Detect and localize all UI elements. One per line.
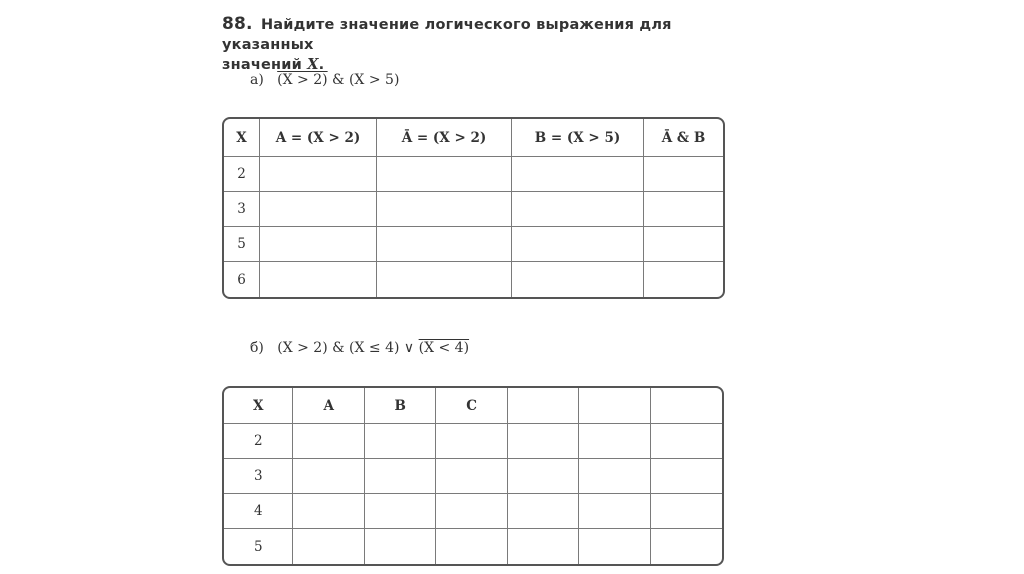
answer-cell[interactable] [508, 459, 579, 494]
table-row [224, 192, 723, 227]
table-a-header-b: B = (X > 5) [512, 119, 644, 157]
table-row [224, 424, 722, 459]
answer-cell[interactable] [293, 459, 364, 494]
answer-cell[interactable] [436, 529, 507, 564]
table-b-header-c: C [436, 388, 507, 424]
part-a-label: а) [250, 72, 264, 88]
answer-cell[interactable] [365, 494, 436, 529]
table-a-header-x: X [224, 119, 260, 157]
answer-cell[interactable] [644, 262, 723, 297]
table-a-header-result: Ā & B [644, 119, 723, 157]
table-a-x-cell: 3 [224, 192, 260, 227]
answer-cell[interactable] [579, 424, 650, 459]
part-b-expression [250, 340, 469, 356]
answer-cell[interactable] [579, 529, 650, 564]
table-a-header-not-a: Ā = (X > 2) [377, 119, 512, 157]
table-row [224, 494, 722, 529]
part-a-expression [250, 72, 399, 88]
table-b-x-cell: 4 [224, 494, 293, 529]
table-b-header-a: A [293, 388, 364, 424]
part-b-expr-plain: (X > 2) & (X ≤ 4) ∨ [277, 340, 419, 356]
answer-cell[interactable] [260, 262, 377, 297]
table-row [224, 157, 723, 192]
table-b-header-b: B [365, 388, 436, 424]
problem-text-end: . [318, 57, 325, 73]
table-a-x-cell: 6 [224, 262, 260, 297]
answer-cell[interactable] [436, 494, 507, 529]
table-a-x-cell: 2 [224, 157, 260, 192]
answer-cell[interactable] [260, 192, 377, 227]
part-a-expr-overlined: (X > 2) [277, 72, 328, 88]
problem-text-line2: значений [222, 57, 302, 73]
part-b-label: б) [250, 340, 264, 356]
problem-number: 88. [222, 14, 253, 34]
table-b-x-cell: 2 [224, 424, 293, 459]
table-row [224, 227, 723, 262]
answer-cell[interactable] [365, 424, 436, 459]
part-a-expr-rest: & (X > 5) [327, 72, 400, 88]
answer-cell[interactable] [293, 424, 364, 459]
answer-cell[interactable] [512, 157, 644, 192]
answer-cell[interactable] [377, 157, 512, 192]
answer-cell[interactable] [365, 459, 436, 494]
problem-text-line1: Найдите значение логического выражения для указанных [222, 17, 672, 53]
answer-cell[interactable] [377, 227, 512, 262]
answer-cell[interactable] [579, 494, 650, 529]
answer-cell[interactable] [293, 494, 364, 529]
answer-cell[interactable] [508, 494, 579, 529]
truth-table-b [222, 386, 724, 566]
answer-cell[interactable] [579, 459, 650, 494]
table-b-header-blank [579, 388, 650, 424]
answer-cell[interactable] [508, 529, 579, 564]
table-b-x-cell: 3 [224, 459, 293, 494]
answer-cell[interactable] [377, 262, 512, 297]
answer-cell[interactable] [651, 529, 722, 564]
answer-cell[interactable] [644, 192, 723, 227]
answer-cell[interactable] [436, 424, 507, 459]
part-b-expr-overlined: (X < 4) [418, 340, 470, 356]
answer-cell[interactable] [260, 157, 377, 192]
table-row [224, 529, 722, 564]
answer-cell[interactable] [651, 459, 722, 494]
table-b-header-row [224, 388, 722, 424]
table-a-header-a: A = (X > 2) [260, 119, 377, 157]
table-a-header-row [224, 119, 723, 157]
answer-cell[interactable] [512, 192, 644, 227]
table-row [224, 262, 723, 297]
table-row [224, 459, 722, 494]
answer-cell[interactable] [651, 494, 722, 529]
answer-cell[interactable] [377, 192, 512, 227]
answer-cell[interactable] [512, 227, 644, 262]
table-b-x-cell: 5 [224, 529, 293, 564]
answer-cell[interactable] [644, 227, 723, 262]
problem-heading [222, 14, 742, 75]
answer-cell[interactable] [365, 529, 436, 564]
answer-cell[interactable] [644, 157, 723, 192]
answer-cell[interactable] [651, 424, 722, 459]
answer-cell[interactable] [512, 262, 644, 297]
table-a-x-cell: 5 [224, 227, 260, 262]
answer-cell[interactable] [260, 227, 377, 262]
table-b-header-blank [508, 388, 579, 424]
table-b-header-blank [651, 388, 722, 424]
answer-cell[interactable] [436, 459, 507, 494]
answer-cell[interactable] [293, 529, 364, 564]
answer-cell[interactable] [508, 424, 579, 459]
problem-variable: X [307, 56, 319, 73]
truth-table-a [222, 117, 725, 299]
table-b-header-x: X [224, 388, 293, 424]
